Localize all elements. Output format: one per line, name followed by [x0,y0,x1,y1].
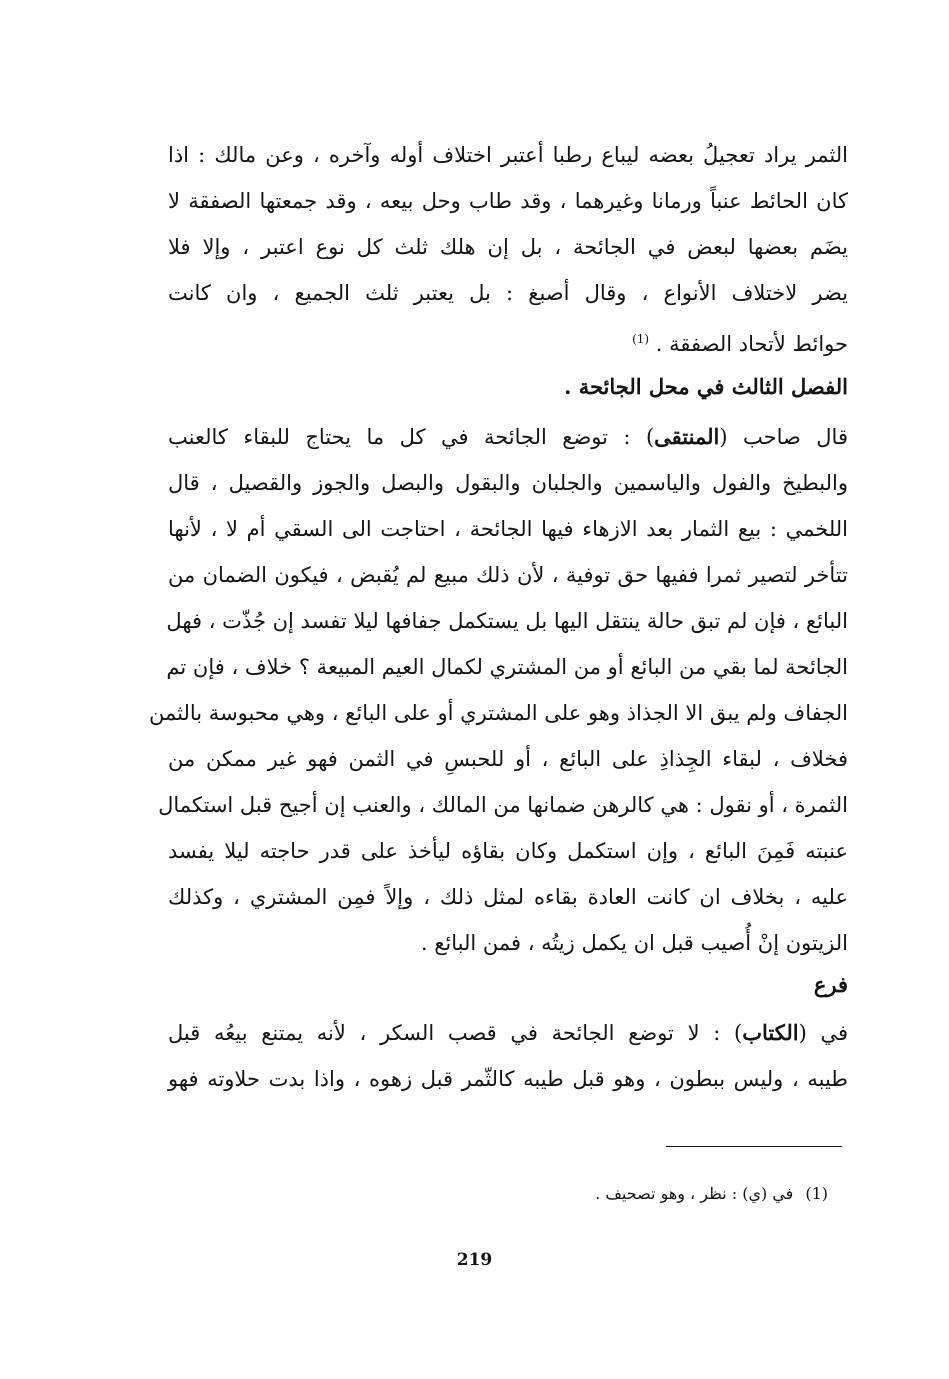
text-line: عليه ، بخلاف ان كانت العادة بقاءه لمثل ذلك ، وإلاً فمِن المشتري ، وكذلك [168,885,848,909]
section-heading-text: الفصل الثالث في محل الجائحة . [564,374,848,399]
text-line: الجائحة لما بقي من البائع أو من المشتري لكمال العيم المبيعة ؟ خلاف ، فإن تم [166,655,848,679]
footnote-text: في (ي) : نظر ، وهو تصحيف . [595,1184,794,1203]
text-line: الثمرة ، أو نقول : هي كالرهن ضمانها من المالك ، والعنب إن أجيح قبل استكمال [158,793,848,817]
cited-book-title: المنتقى [654,424,720,449]
footnote-reference: (1) [632,332,650,346]
subsection-heading-text: فرع [813,972,848,997]
section-heading [168,364,848,410]
text-fragment: ) : لا توضع الجائحة في قصب السكر ، لأنه يمتنع بيعُه قبل [168,1021,743,1045]
text-line: الجفاف ولم يبق الا الجذاذ وهو على المشتري أو على البائع ، وهي محبوسة بالثمن [149,701,848,725]
text-line [168,316,848,362]
footnote-mark: (1) [805,1184,828,1203]
paragraph-branch [168,1010,848,1102]
text-line [168,414,848,460]
text-line: الثمر يراد تعجيلُ بعضه ليباع رطبا أعتبر اختلاف أوله وآخره ، وعن مالك : اذا [168,143,848,167]
text-line: الزيتون إنْ أُصيب قبل ان يكمل زيتُه ، فمن البائع . [420,931,848,955]
text-fragment: حوائط لأتحاد الصفقة . [655,332,848,356]
subsection-heading [168,962,848,1008]
page-number: 219 [456,1250,493,1270]
footnote [420,1176,828,1212]
text-line: كان الحائط عنباً ورمانا وغيرهما ، وقد طاب وحل بيعه ، وقد جمعتها الصفقة لا [168,189,848,213]
text-fragment: قال صاحب ( [719,425,848,449]
text-fragment: في ( [798,1021,848,1045]
text-fragment: يضر لاختلاف الأنواع ، وقال أصبغ : بل يعتبر ثلث الجميع ، وان كانت [168,281,848,305]
paragraph-section-3 [149,414,848,966]
text-line: عنبته فَمِنَ البائع ، وإن استكمل وكان بقاؤه ليأخذ على قدر حاجته ليلا يفسد [168,839,848,863]
text-line: البائع ، فإن لم تبق حالة ينتقل اليها بل يستكمل جفافها ليلا تفسد إن جُذّت ، فهل [166,609,848,633]
text-line [168,1010,848,1056]
paragraph-continued [168,132,848,362]
text-line: فخلاف ، لبقاء الجِذاذِ على البائع ، أو للحبسِ في الثمن فهو غير ممكن من [168,747,848,771]
text-line-with-footnote [168,270,848,316]
text-line: تتأخر لتصير ثمرا ففيها حق توفية ، لأن ذلك مبيع لم يُقبض ، فيكون الضمان من [168,563,848,587]
cited-book-title: الكتاب [742,1020,799,1045]
text-line: يضَم بعضها لبعض في الجائحة ، بل إن هلك ثلث كل نوع اعتبر ، وإلا فلا [168,235,848,259]
footnote-divider [666,1146,842,1147]
text-line: والبطيخ والفول والياسمين والجلبان والبقول والبصل والجوز والقصيل ، قال [168,471,848,495]
text-fragment: ) : توضع الجائحة في كل ما يحتاج للبقاء كالعنب [168,425,655,449]
text-line: اللخمي : بيع الثمار بعد الازهاء فيها الجائحة ، احتاجت الى السقي أم لا ، لأنها [168,517,848,541]
text-line: طيبه ، وليس ببطون ، وهو قبل طيبه كالثّمر قبل زهوه ، واذا بدت حلاوته فهو [168,1067,848,1091]
